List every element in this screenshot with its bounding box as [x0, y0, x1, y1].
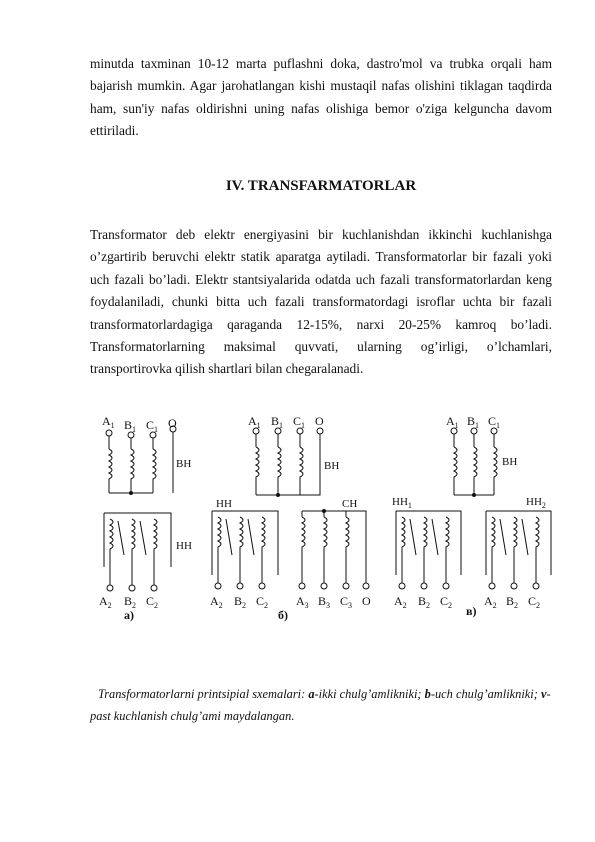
b-lv-terminal-2: $B_2$	[234, 594, 247, 610]
a-bottom-terminal-3: $C_2$	[146, 594, 159, 610]
diagram-c	[392, 414, 551, 618]
a-diagram-label: а)	[124, 608, 134, 622]
caption-text-b: -uch chulg’amlikniki;	[430, 687, 541, 701]
caption-key-v: v	[540, 687, 547, 701]
b-mv-terminal-4: O	[362, 594, 371, 608]
c-hv-winding-label: ВН	[502, 456, 518, 468]
c-top-terminal-2: $B_1$	[467, 414, 480, 430]
b-mv-terminal-3: $C_3$	[340, 594, 353, 610]
b-hv-winding-label: ВН	[324, 460, 340, 472]
c-top-terminal-1: $A_1$	[446, 414, 459, 430]
c-lv1-terminal-3: $C_2$	[440, 594, 453, 610]
b-diagram-label: б)	[278, 608, 288, 622]
b-lv-terminal-1: $A_2$	[210, 594, 223, 610]
figure-caption	[90, 683, 552, 727]
b-mv-terminal-1: $A_3$	[296, 594, 309, 610]
a-hv-winding-label: ВН	[176, 458, 192, 470]
section-heading: IV. TRANSFARMATORLAR	[225, 178, 417, 194]
caption-text-a: -ikki chulg’amlikniki;	[314, 687, 425, 701]
b-top-terminal-1: $A_1$	[248, 414, 261, 430]
b-lv-winding-label: НН	[216, 498, 232, 510]
paragraph-artificial-respiration: minutda taxminan 10-12 marta puflashni doka, dastro'mol va trubka orqali ham bajarish mumkin. Agar jarohatlangan kishi mustaqil nafas olishini tiklagan taqdirda ham, sun'iy nafas oldirishni uning nafas olishiga bemor o'ziga kelguncha davom ettiriladi.	[90, 56, 552, 139]
a-bottom-terminal-1: $A_2$	[99, 594, 112, 610]
caption-key-a: a	[308, 687, 315, 701]
caption-lead: Transformatorlarni printsipial sxemalari:	[98, 687, 309, 701]
a-lv-winding-label: НН	[176, 540, 192, 552]
c-top-terminal-3: $C_1$	[488, 414, 501, 430]
c-lv2-terminal-1: $A_2$	[484, 594, 497, 610]
transformer-schematics-figure	[96, 407, 558, 627]
a-top-terminal-3: $C_1$	[146, 418, 159, 434]
c-lv1-terminal-2: $B_2$	[418, 594, 431, 610]
caption-key-b: b	[424, 687, 431, 701]
c-lv1-winding-label: $НН_1$	[392, 496, 412, 510]
a-top-terminal-4: O	[168, 416, 177, 430]
paragraph-transformers: Transformator deb elektr energiyasini bir kuchlanishdan ikkinchi kuchlanishga o’zgartirib beruvchi elektr statik aparatga aytiladi. Transformatorlar bir fazali yoki uch fazali bo’ladi. Elektr stantsiyalarida odatda uch fazali transformatorlardan keng foydalaniladi, chunki bitta uch fazali transformatordagi isroflar uchta bir fazali transformatorlardagiga qaraganda 12-15%, narxi 20-25% kamroq bo’ladi. Transformatorlarning maksimal quvvati, ularning og’irligi, o’lchamlari, transportirovka qilish shartlari bilan chegaralanadi.	[90, 227, 552, 377]
c-lv2-terminal-2: $B_2$	[506, 594, 519, 610]
a-top-terminal-2: $B_1$	[124, 418, 137, 434]
a-top-terminal-1: $A_1$	[102, 414, 115, 430]
a-bottom-terminal-2: $B_2$	[124, 594, 137, 610]
b-mv-winding-label: СН	[342, 498, 358, 510]
diagram-b	[210, 414, 371, 622]
b-mv-terminal-2: $B_3$	[318, 594, 331, 610]
b-lv-terminal-3: $C_2$	[256, 594, 269, 610]
diagram-a	[99, 414, 192, 622]
caption-text-v: -past kuchlanish chulg’ami maydalangan.	[90, 687, 551, 723]
c-lv2-terminal-3: $C_2$	[528, 594, 541, 610]
b-top-terminal-4: O	[315, 414, 324, 428]
c-diagram-label: в)	[466, 604, 477, 618]
c-lv1-terminal-1: $A_2$	[394, 594, 407, 610]
b-top-terminal-2: $B_1$	[271, 414, 284, 430]
c-lv2-winding-label: $НН_2$	[526, 496, 546, 510]
b-top-terminal-3: $C_1$	[293, 414, 306, 430]
